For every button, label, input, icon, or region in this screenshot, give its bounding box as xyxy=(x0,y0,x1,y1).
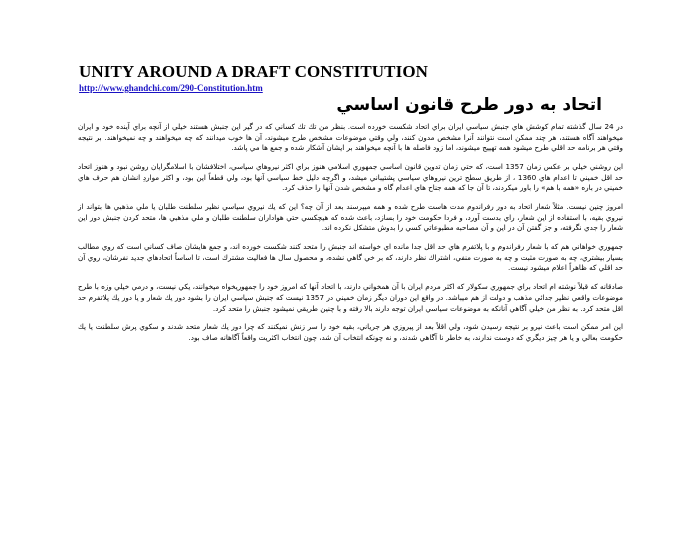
paragraph-3: امروز چنين نيست. مثلاً شعار اتحاد به دور رفراندوم مدت هاست طرح شده و همه ميپرسند بعد از آن چه؟ اين كه يك نيروي سياسي نظير سلطنت طلبان يا ملي مذهبي ها بتواند از نيروي بقيه، با استفاده از اين شعار، راي بدست آورد، و فردا حكومت خود را بسازد، باعث شده كه هيچكسي حتي هواداران سلطنت طلبان و ملي مذهبي ها، متحد كردن جنبش دور اين شعار را جدي نگرفته، و جز گفتن آن در اين و آن مصاحبه مطبوعاتي كسي را بدوش متشكل نكرده اند. xyxy=(78,202,623,233)
paragraph-2: اين روشني خيلي بر عكس زمان 1357 است، كه حتي زمان تدوين قانون اساسي جمهوري اسلامي هنوز براي اكثر نيروهاي سياسي، اختلافشان با اسلامگرايان روشن نبود و هنوز اتحاد حد اقل خميني تا اعدام هاي 1360 ، از طريق سطح ترين نيروهاي سياسي پشتيباني ميشد، و اگرچه دليل خط سياسي آنها بود، ولي قطعاً اين بود، و اكثر مواردِ انشان هم حرف هاي خميني در باره «همه با هم» را باور ميكردند، تا آن جا كه همه جناح هاي اعدام گاه و مشخص شدن آنها را حذف كرد. xyxy=(78,162,623,193)
page-title: UNITY AROUND A DRAFT CONSTITUTION xyxy=(79,62,429,81)
paragraph-6: اين امر ممكن است باعث نيرو بر نتيجه رسيدن شود، ولي اقلاً بعد از پيروزي هر جرياني، بقيه خود را سر زنش نميكنند كه چرا دور يك شعار متحد شدند و سكوي پرش سلطنت يا يك حكومت بعالي و يا هر چيز ديگري كه دوست ندارند، به خاطر نا آگاهي شدند، و نه چونكه انتخاب آن شد، چون انتخاب اكثريت واقعاً آگاهانه صاف بود. xyxy=(78,322,623,342)
article-body xyxy=(78,122,623,352)
paragraph-5: صادقانه كه قبلاً نوشته ام اتحاد براي جمهوري سكولار كه اكثر مردم ايران با آن همخواني دارند، با اتحاد آنها كه امروز خود را جمهوريخواه ميخوانند، يكي نيست، و درمي خيلي وزه با طرح موضوعات واقعي نظير جدائي مذهب و دولت از هم ميباشد. در واقع اين دوران ديگر زمان خميني در 1357 نيست كه جنبش سياسي ايران را بشود دور يك شعار و يا دور يك پلاتفرم حد اقل متحد كرد. به نظر من خيلي آگاهي آنانكه به موضوعات سياسي ايران توجه دارند بالا رفته و با چنين طريقي نميشود جنبش را متحد كرد. xyxy=(78,282,623,313)
persian-title: اتحاد به دور طرح قانون اساسي xyxy=(336,95,602,115)
source-link[interactable]: http://www.ghandchi.com/290-Constitution.htm xyxy=(79,83,263,93)
paragraph-1: در 24 سال گذشته تمام كوشش هاي جنبش سياسي ايران براي اتحاد شكست خورده است. بنظر من تك تك كساني كه در گير اين جنبش هستند خيلي از آنچه براي آينده خود و ايران ميخواهند آگاه هستند، هر چند ممكن است نتوانند آنرا مشخص مدون كنند، ولي وقتي موضوعات مشخص طرح ميشوند، آن ها خوب ميدانند كه چه ميخواهند و چه نميخواهند. بر نتيجه وقتي هر برنامه حد اقلي طرح ميشود همه تهييج ميشوند، اما زود فاصله ها با آنچه ميخواهند بر ايشان آشكار شده و جمع ها مي پاشد. xyxy=(78,122,623,153)
paragraph-4: جمهوري خواهاني هم كه با شعار رفراندوم و با پلاتفرم هاي حد اقل جدا مانده اي خواسته اند جنبش را متحد كنند شكست خورده اند، و جمع هايشان صاف كساني است كه روي مطالب بسيار بيشتري، چه به صورت مثبت و چه به صورت منفي، اشتراك نظر دارند، كه بر خي گاهي نشده، و محصول سال ها فعاليت مشترك است، تا اساساً اتحادهاي جديد نفرشان، روي آن حد اقلي كه ظاهراً اعلام ميشود نيست. xyxy=(78,242,623,273)
